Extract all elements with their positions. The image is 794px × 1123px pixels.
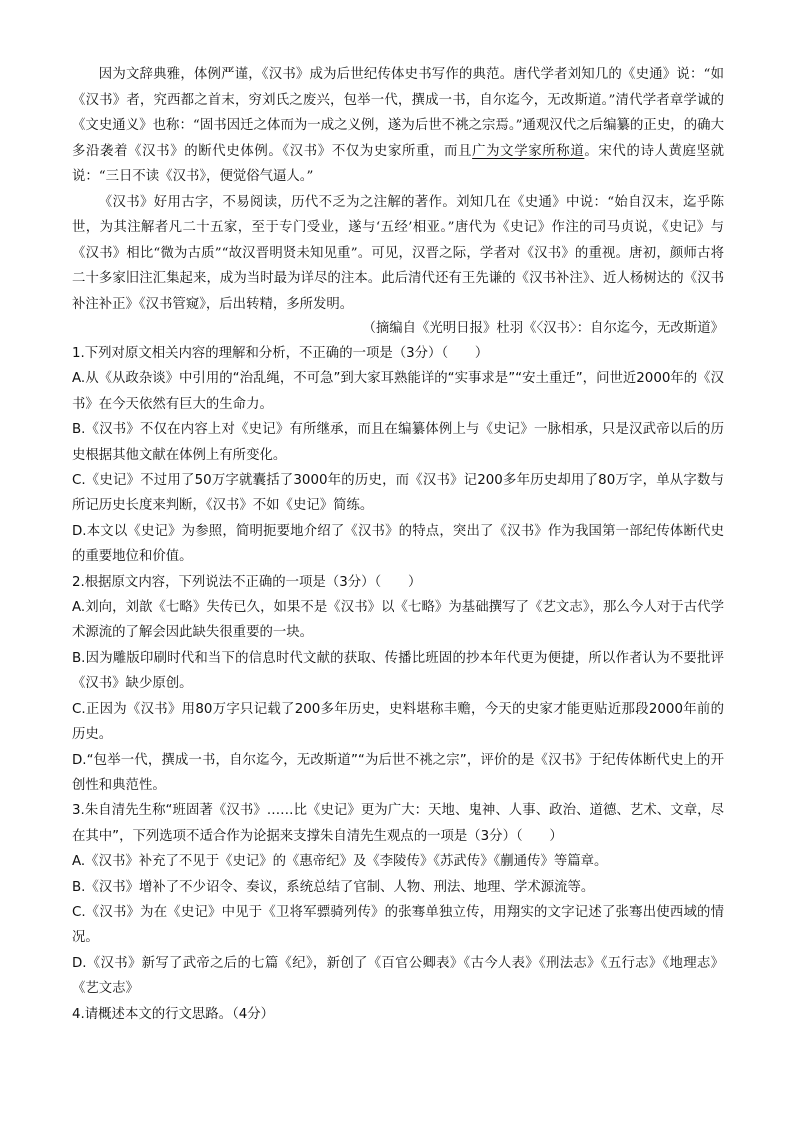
question-stem: 4.请概述本文的行文思路。（4分） (72, 1006, 275, 1022)
question-4 (72, 1002, 724, 1027)
question-1 (72, 341, 724, 570)
passage-paragraph-1-text-a: 因为文辞典雅，体例严谨，《汉书》成为后世纪传体史书写作的典范。唐代学者刘知几的《史通》说：“如《汉书》者，究西都之首末，穷刘氏之废兴，包举一代，撰成一书，自尔迄今，无改斯道。”清代学者章学诚的《文史通义》也称：“固书因迁之体而为一成之义例，遂为后世不祧之宗焉。”通观汉代之后编纂的正史，的确大多沿袭着《汉书》的断代史体例。《汉书》不仅为史家所重，而且 (72, 67, 724, 159)
exam-page (72, 62, 724, 1027)
passage-source: （摘编自《光明日报》杜羽《〈汉书〉：自尔迄今，无改斯道》 (362, 321, 724, 336)
option-a: A.从《从政杂谈》中引用的“治乱绳，不可急”到大家耳熟能详的“实事求是”“安土重迁”，问世近2000年的《汉书》在今天依然有巨大的生命力。 (72, 371, 724, 412)
option-d: D.本文以《史记》为参照，简明扼要地介绍了《汉书》的特点，突出了《汉书》作为我国第一部纪传体断代史的重要地位和价值。 (72, 523, 724, 565)
option-b: B.《汉书》不仅在内容上对《史记》有所继承，而且在编纂体例上与《史记》一脉相承，只是汉武帝以后的历史根据其他文献在体例上有所变化。 (72, 422, 724, 463)
option-b: B.因为雕版印刷时代和当下的信息时代文献的获取、传播比班固的抄本年代更为便捷，所以作者认为不要批评《汉书》缺少原创。 (72, 650, 724, 692)
option-c: C.正因为《汉书》用80万字只记载了200多年历史，史料堪称丰赡，今天的史家才能更贴近那段2000年前的历史。 (72, 701, 724, 743)
underlined-phrase: 广为文学家所称道 (472, 143, 585, 159)
question-stem: 1.下列对原文相关内容的理解和分析，不正确的一项是（3分）（ ） (72, 346, 489, 361)
option-c: C.《汉书》为在《史记》中见于《卫将军骠骑列传》的张骞单独立传，用翔实的文字记述了张骞出使西域的情况。 (72, 904, 724, 946)
passage-paragraph-1-text-b: 。宋代的诗人黄庭坚就说：“三日不读《汉书》，便觉俗气逼人。” (72, 143, 725, 184)
option-a: A.刘向，刘歆《七略》失传已久，如果不是《汉书》以《七略》为基础撰写了《艺文志》，那么今人对于古代学术源流的了解会因此缺失很重要的一块。 (72, 600, 724, 641)
option-d: D.“包举一代，撰成一书，自尔迄今，无改斯道”“为后世不祧之宗”，评价的是《汉书》于纪传体断代史上的开创性和典范性。 (72, 752, 724, 793)
question-2 (72, 570, 724, 799)
option-c: C.《史记》不过用了50万字就囊括了3000年的历史，而《汉书》记200多年历史却用了80万字，单从字数与所记历史长度来判断，《汉书》不如《史记》简练。 (72, 473, 724, 514)
question-3 (72, 798, 724, 1001)
question-list (72, 341, 724, 1027)
reading-passage (72, 62, 724, 317)
option-b: B.《汉书》增补了不少诏令、奏议，系统总结了官制、人物、刑法、地理、学术源流等。 (72, 879, 595, 895)
question-stem: 3.朱自清先生称“班固著《汉书》……比《史记》更为广大：天地、鬼神、人事、政治、道德、艺术、文章，尽在其中”，下列选项不适合作为论据来支撑朱自清先生观点的一项是（3分）（ ） (72, 803, 724, 844)
option-a: A.《汉书》补充了不见于《史记》的《惠帝纪》及《李陵传》《苏武传》《蒯通传》等篇章。 (72, 854, 608, 870)
option-d: D.《汉书》新写了武帝之后的七篇《纪》，新创了《百官公卿表》《古今人表》《刑法志》《五行志》《地理志》《艺文志》 (72, 955, 724, 997)
passage-paragraph-1 (72, 62, 724, 190)
passage-paragraph-2: 《汉书》好用古字，不易阅读，历代不乏为之注解的著作。刘知几在《史通》中说：“始自汉末，迄乎陈世，为其注解者凡二十五家，至于专门受业，遂与‘五经’相亚。”唐代为《史记》作注的司马贞说，《史记》与《汉书》相比“微为古质”“故汉晋明贤未知见重”。可见，汉晋之际，学者对《汉书》的重视。唐初，颜师古将二十多家旧注汇集起来，成为当时最为详尽的注本。此后清代还有王先谦的《汉书补注》、近人杨树达的《汉书补注补正》《汉书管窥》，后出转精，多所发明。 (72, 194, 724, 312)
question-stem: 2.根据原文内容，下列说法不正确的一项是（3分）（ ） (72, 574, 422, 590)
